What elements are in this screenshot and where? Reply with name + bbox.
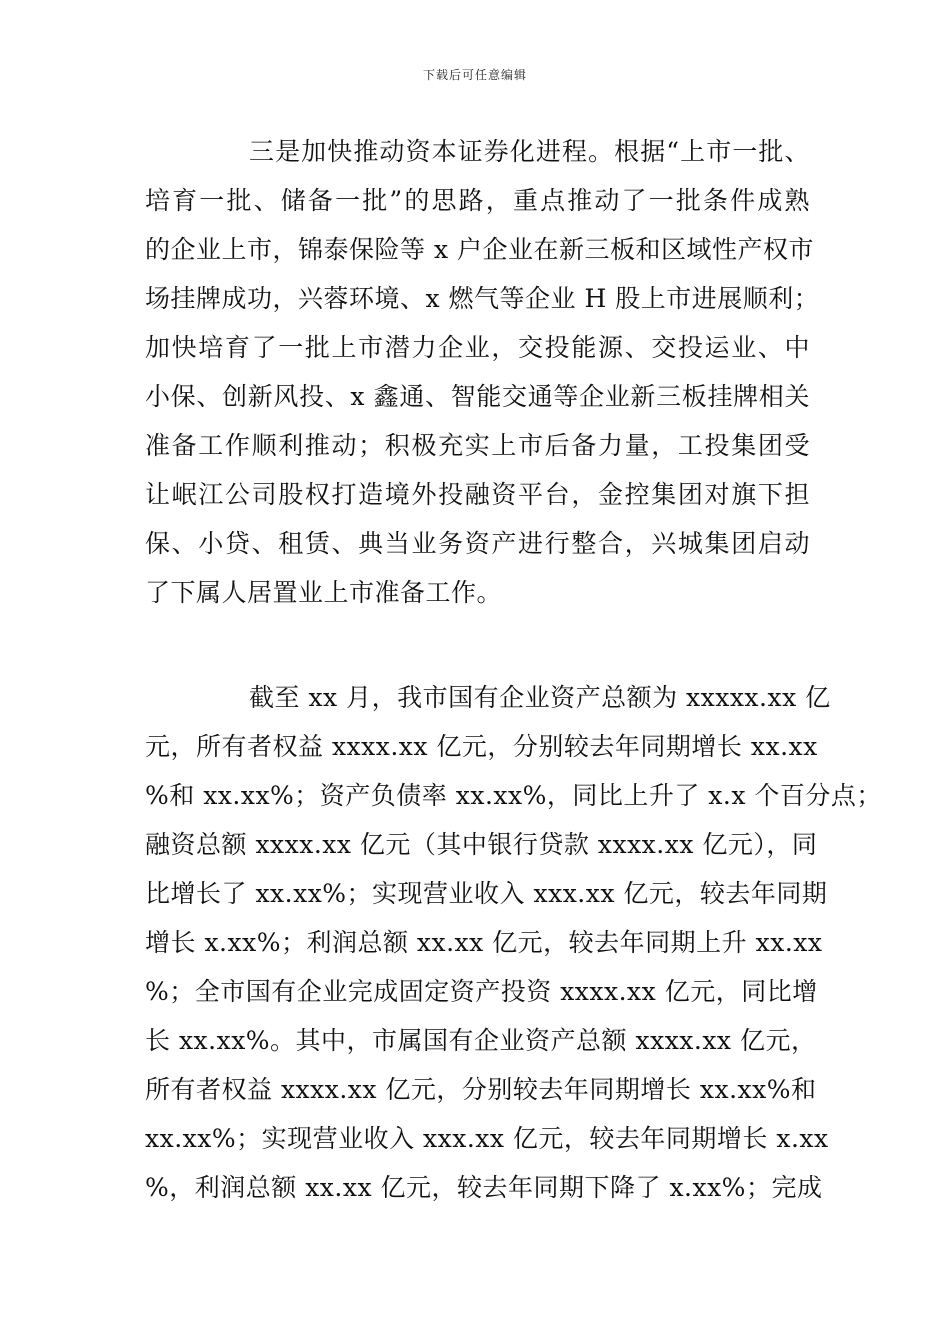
text-line: %和 xx.xx%；资产负债率 xx.xx%，同比上升了 x.x 个百分点； [145,781,882,810]
text-line: 增长 x.xx%；利润总额 xx.xx 亿元，较去年同期上升 xx.xx [145,928,823,957]
text-line: 融资总额 xxxx.xx 亿元（其中银行贷款 xxxx.xx 亿元），同 [145,830,818,859]
page-header: 下载后可任意编辑 [422,68,527,82]
paragraph-asset-statistics [145,673,882,1212]
text-line: 小保、创新风投、x 鑫通、智能交通等企业新三板挂牌相关 [145,382,810,411]
text-line: 准备工作顺利推动；积极充实上市后备力量，工投集团受 [145,431,810,460]
text-line: %；全市国有企业完成固定资产投资 xxxx.xx 亿元，同比增 [145,977,818,1006]
text-line: 比增长了 xx.xx%；实现营业收入 xxx.xx 亿元，较去年同期 [145,879,828,908]
text-line: 了下属人居置业上市准备工作。 [145,578,503,607]
text-line: 的企业上市，锦泰保险等 x 户企业在新三板和区域性产权市 [145,235,814,264]
text-line: 培育一批、储备一批”的思路，重点推动了一批条件成熟 [145,186,810,215]
text-line: %，利润总额 xx.xx 亿元，较去年同期下降了 x.xx%；完成 [145,1173,823,1202]
text-line: xx.xx%；实现营业收入 xxx.xx 亿元，较去年同期增长 x.xx [145,1124,829,1153]
text-line: 长 xx.xx%。其中，市属国有企业资产总额 xxxx.xx 亿元， [145,1026,817,1055]
text-line: 三是加快推动资本证券化进程。根据“上市一批、 [249,137,810,166]
text-line: 元，所有者权益 xxxx.xx 亿元，分别较去年同期增长 xx.xx [145,732,818,761]
text-line: 场挂牌成功，兴蓉环境、x 燃气等企业 H 股上市进展顺利； [145,284,820,313]
text-line: 加快培育了一批上市潜力企业，交投能源、交投运业、中 [145,333,810,362]
text-line: 让岷江公司股权打造境外投融资平台，金控集团对旗下担 [145,480,810,509]
text-line: 保、小贷、租赁、典当业务资产进行整合，兴城集团启动 [145,529,810,558]
paragraph-capital-securitization [145,127,820,617]
text-line: 截至 xx 月，我市国有企业资产总额为 xxxxx.xx 亿 [249,683,831,712]
text-line: 所有者权益 xxxx.xx 亿元，分别较去年同期增长 xx.xx%和 [145,1075,817,1104]
